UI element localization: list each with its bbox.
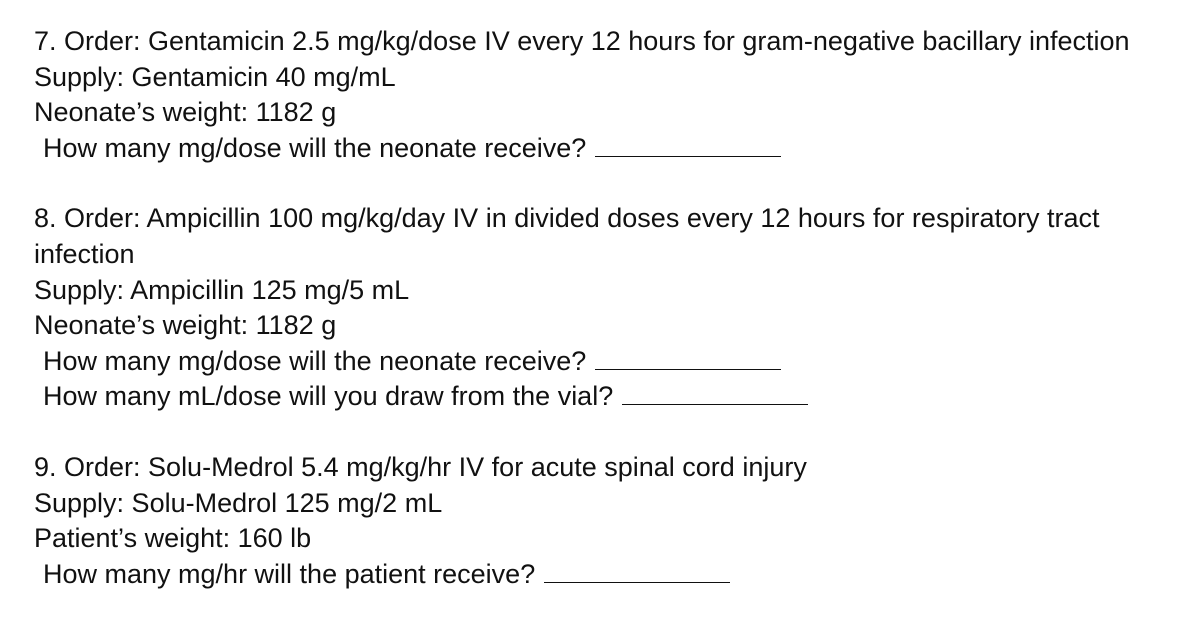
order-text: 8. Order: Ampicillin 100 mg/kg/day IV in divided doses every 12 hours for respiratory tract infection [34, 203, 1100, 269]
answer-blank[interactable] [595, 134, 781, 157]
question-row [34, 131, 1194, 167]
worksheet [34, 24, 1194, 592]
question-row [34, 379, 1194, 415]
weight-text: Neonate’s weight: 1182 g [34, 310, 337, 341]
problem-8 [34, 201, 1194, 415]
problem-9 [34, 450, 1194, 592]
order-text: 9. Order: Solu-Medrol 5.4 mg/kg/hr IV for acute spinal cord injury [34, 451, 807, 482]
order-text: 7. Order: Gentamicin 2.5 mg/kg/dose IV every 12 hours for gram-negative bacillary infection [34, 26, 1130, 56]
answer-blank[interactable] [622, 382, 808, 405]
question-row [34, 557, 1194, 593]
question-text: How many mg/dose will the neonate receive? [43, 345, 587, 376]
weight-text: Patient’s weight: 160 lb [34, 523, 312, 554]
supply-text: Supply: Gentamicin 40 mg/mL [34, 61, 396, 92]
answer-blank[interactable] [544, 560, 730, 583]
problem-7 [34, 24, 1194, 166]
supply-text: Supply: Ampicillin 125 mg/5 mL [34, 274, 410, 305]
answer-blank[interactable] [595, 347, 781, 370]
question-text: How many mg/dose will the neonate receive? [43, 132, 587, 163]
question-text: How many mg/hr will the patient receive? [43, 558, 536, 589]
weight-text: Neonate’s weight: 1182 g [34, 97, 337, 128]
question-row [34, 344, 1194, 380]
supply-text: Supply: Solu-Medrol 125 mg/2 mL [34, 487, 443, 518]
question-text: How many mL/dose will you draw from the vial? [43, 381, 614, 412]
